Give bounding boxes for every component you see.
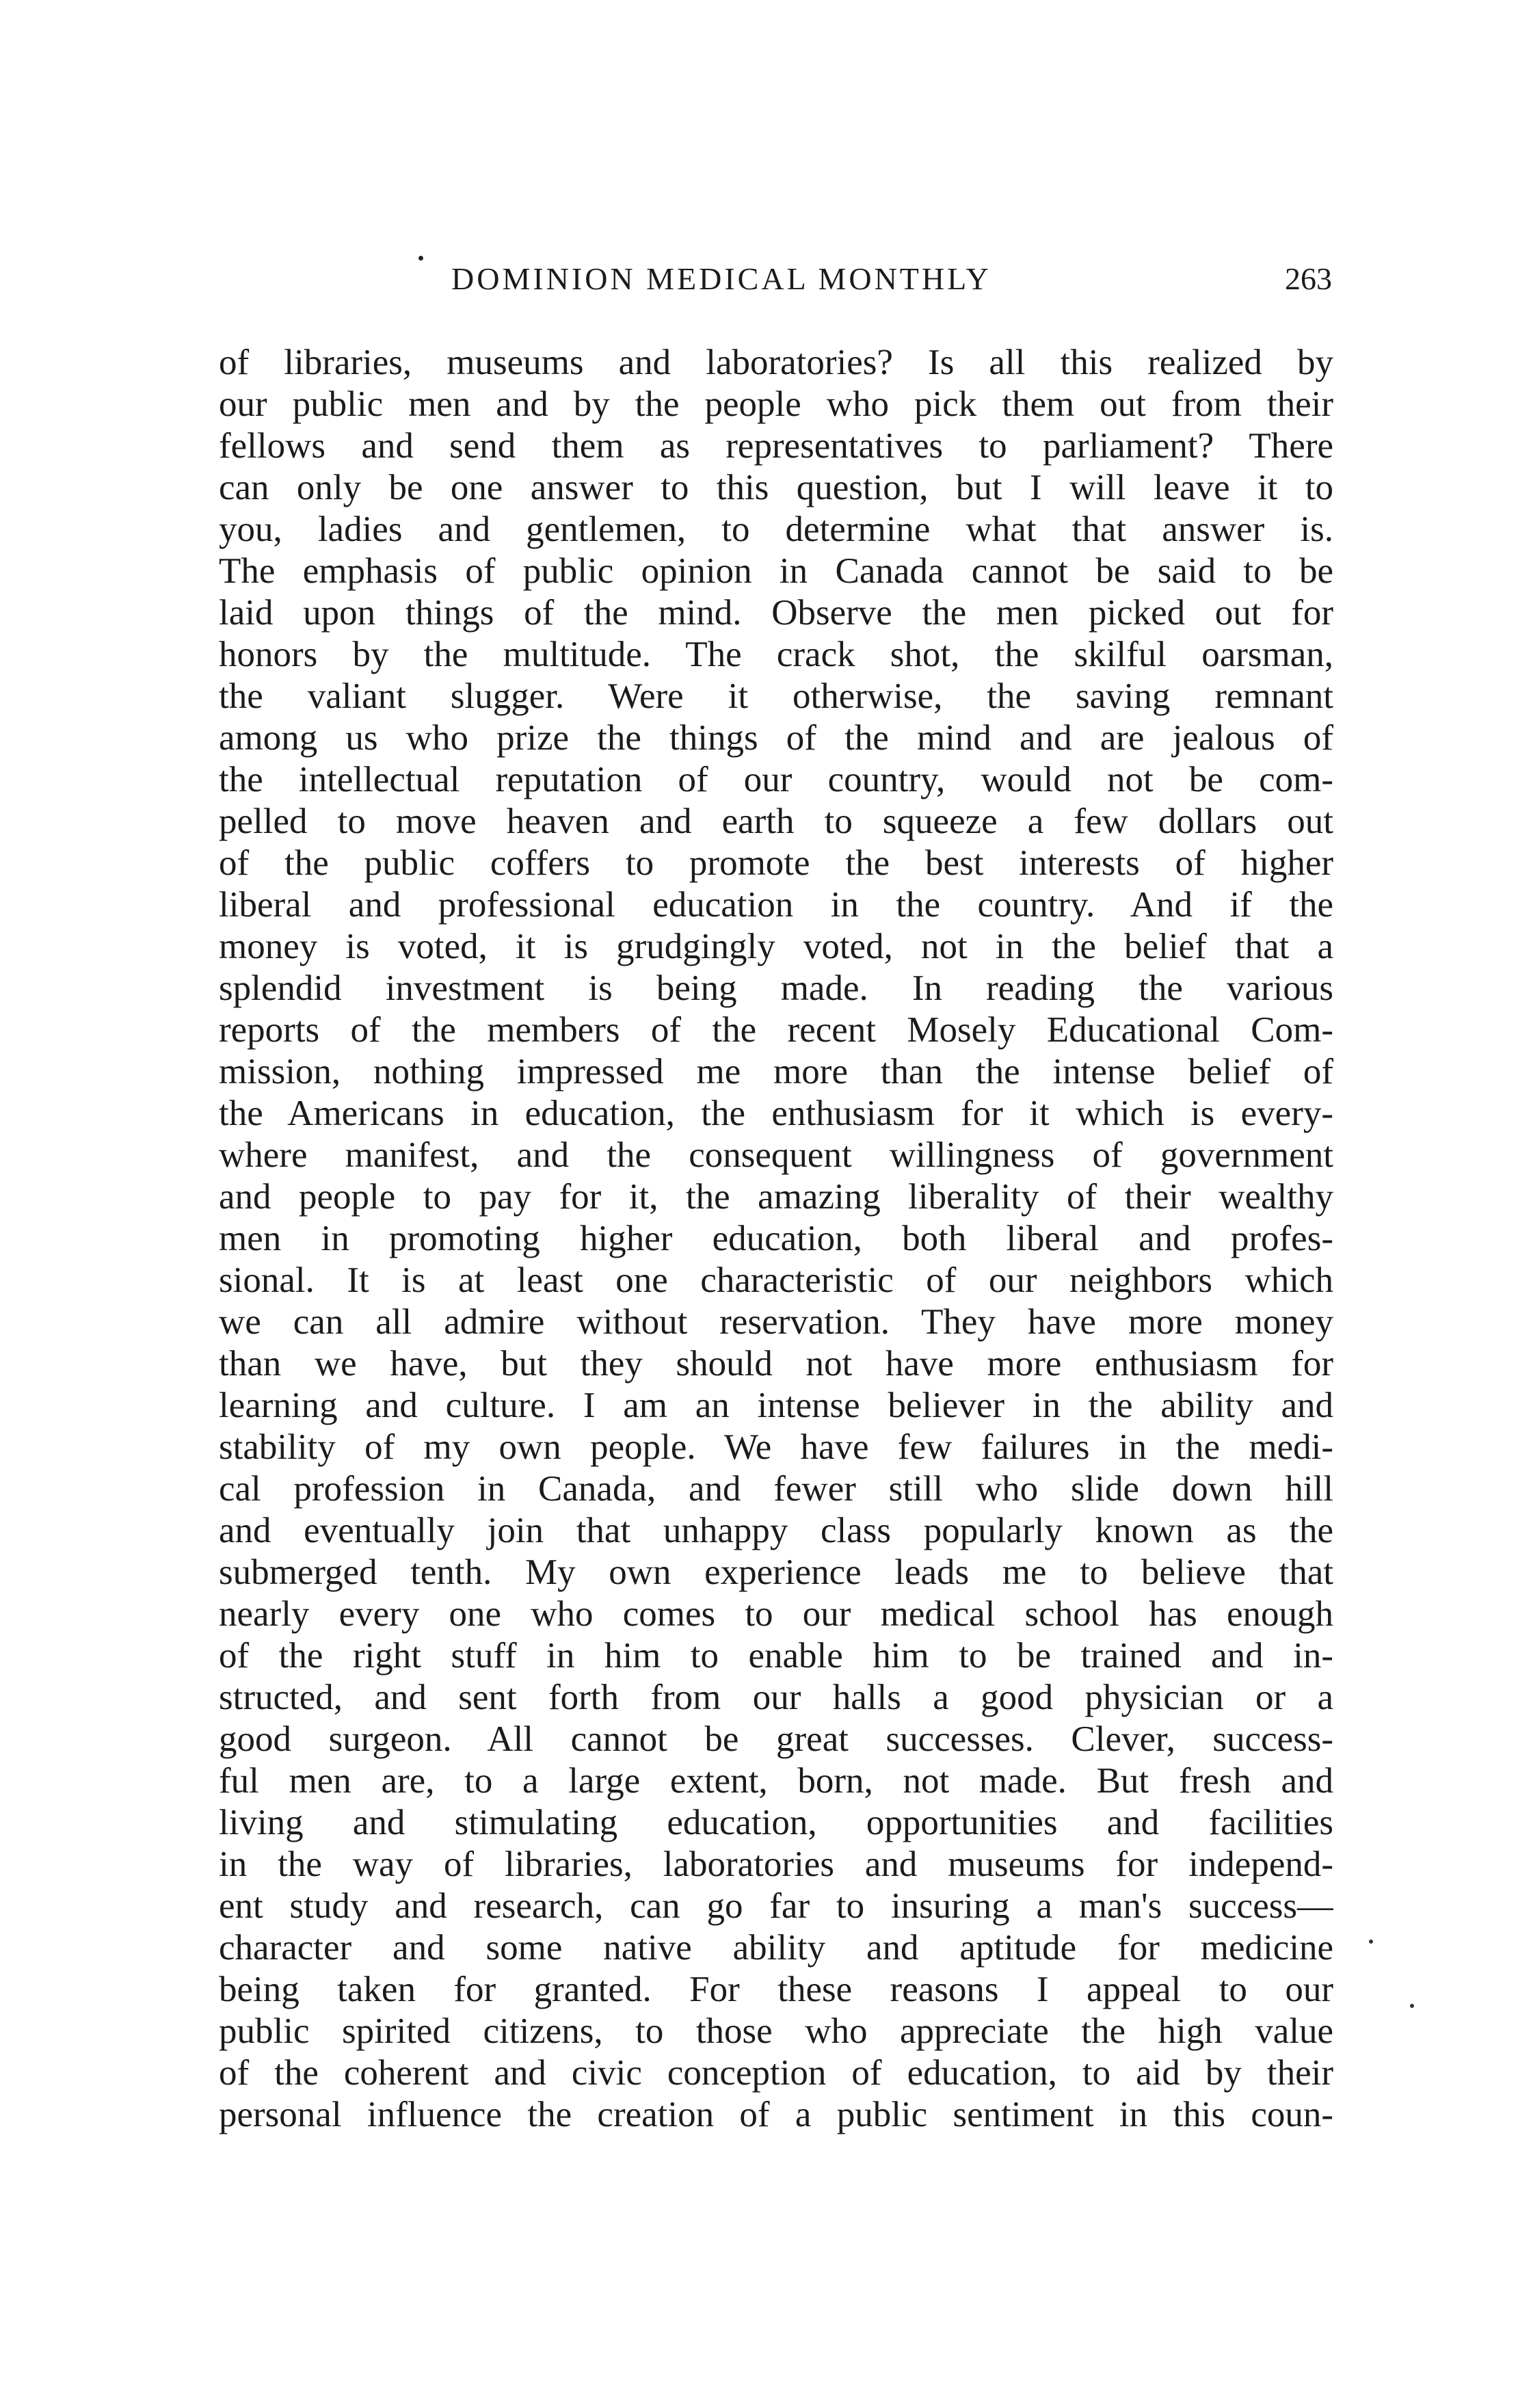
text-line: honors by the multitude. The crack shot, the skilful oarsman,	[219, 635, 1333, 674]
text-line: reports of the members of the recent Mosely Educational Com-	[219, 1010, 1333, 1050]
margin-speck	[1369, 1940, 1373, 1944]
text-line: sional. It is at least one characteristic of our neighbors which	[219, 1260, 1333, 1300]
text-line: among us who prize the things of the mind and are jealous of	[219, 718, 1333, 758]
text-line: of the public coffers to promote the best interests of higher	[219, 843, 1333, 883]
text-line: being taken for granted. For these reasons I appeal to our	[219, 1970, 1333, 2009]
text-line: liberal and professional education in the country. And if the	[219, 885, 1333, 925]
text-line: stability of my own people. We have few failures in the medi-	[219, 1427, 1333, 1467]
margin-speck	[1410, 2004, 1414, 2008]
text-line: submerged tenth. My own experience leads me to believe that	[219, 1552, 1333, 1592]
text-line: men in promoting higher education, both liberal and profes-	[219, 1219, 1333, 1258]
running-head: DOMINION MEDICAL MONTHLY	[451, 261, 991, 296]
text-line: money is voted, it is grudgingly voted, not in the belief that a	[219, 927, 1333, 966]
text-line: where manifest, and the consequent willingness of government	[219, 1135, 1333, 1175]
body-text	[219, 342, 1333, 2136]
text-line: our public men and by the people who pick them out from their	[219, 384, 1333, 424]
text-line: and eventually join that unhappy class popularly known as the	[219, 1511, 1333, 1550]
text-line: of the right stuff in him to enable him to be trained and in-	[219, 1636, 1333, 1676]
text-line: splendid investment is being made. In reading the various	[219, 968, 1333, 1008]
text-line: of the coherent and civic conception of education, to aid by their	[219, 2053, 1333, 2093]
text-line: than we have, but they should not have more enthusiasm for	[219, 1344, 1333, 1384]
text-line: public spirited citizens, to those who appreciate the high value	[219, 2011, 1333, 2051]
text-line: structed, and sent forth from our halls a good physician or a	[219, 1678, 1333, 1717]
text-line: can only be one answer to this question, but I will leave it to	[219, 468, 1333, 507]
text-line: pelled to move heaven and earth to squeeze a few dollars out	[219, 802, 1333, 841]
page-number: 263	[1285, 261, 1332, 296]
text-line: laid upon things of the mind. Observe the men picked out for	[219, 593, 1333, 633]
text-line: living and stimulating education, opportunities and facilities	[219, 1803, 1333, 1842]
text-line: ent study and research, can go far to insuring a man's success—	[219, 1886, 1333, 1926]
text-line: you, ladies and gentlemen, to determine what that answer is.	[219, 510, 1333, 549]
text-line: learning and culture. I am an intense believer in the ability and	[219, 1386, 1333, 1425]
text-line: mission, nothing impressed me more than the intense belief of	[219, 1052, 1333, 1091]
text-line: and people to pay for it, the amazing liberality of their wealthy	[219, 1177, 1333, 1217]
text-line: cal profession in Canada, and fewer still who slide down hill	[219, 1469, 1333, 1509]
text-line: The emphasis of public opinion in Canada cannot be said to be	[219, 551, 1333, 591]
page-header	[219, 259, 1332, 300]
text-line: ful men are, to a large extent, born, not made. But fresh and	[219, 1761, 1333, 1801]
text-line: good surgeon. All cannot be great successes. Clever, success-	[219, 1719, 1333, 1759]
text-line: we can all admire without reservation. They have more money	[219, 1302, 1333, 1342]
text-line: personal influence the creation of a public sentiment in this coun-	[219, 2095, 1333, 2134]
text-line: in the way of libraries, laboratories and museums for independ-	[219, 1844, 1333, 1884]
text-line: the intellectual reputation of our country, would not be com-	[219, 760, 1333, 799]
text-line: of libraries, museums and laboratories? Is all this realized by	[219, 343, 1333, 382]
text-line: the valiant slugger. Were it otherwise, the saving remnant	[219, 676, 1333, 716]
text-line: the Americans in education, the enthusiasm for it which is every-	[219, 1094, 1333, 1133]
text-line: character and some native ability and aptitude for medicine	[219, 1928, 1333, 1968]
text-line: nearly every one who comes to our medical school has enough	[219, 1594, 1333, 1634]
text-line: fellows and send them as representatives to parliament? There	[219, 426, 1333, 466]
